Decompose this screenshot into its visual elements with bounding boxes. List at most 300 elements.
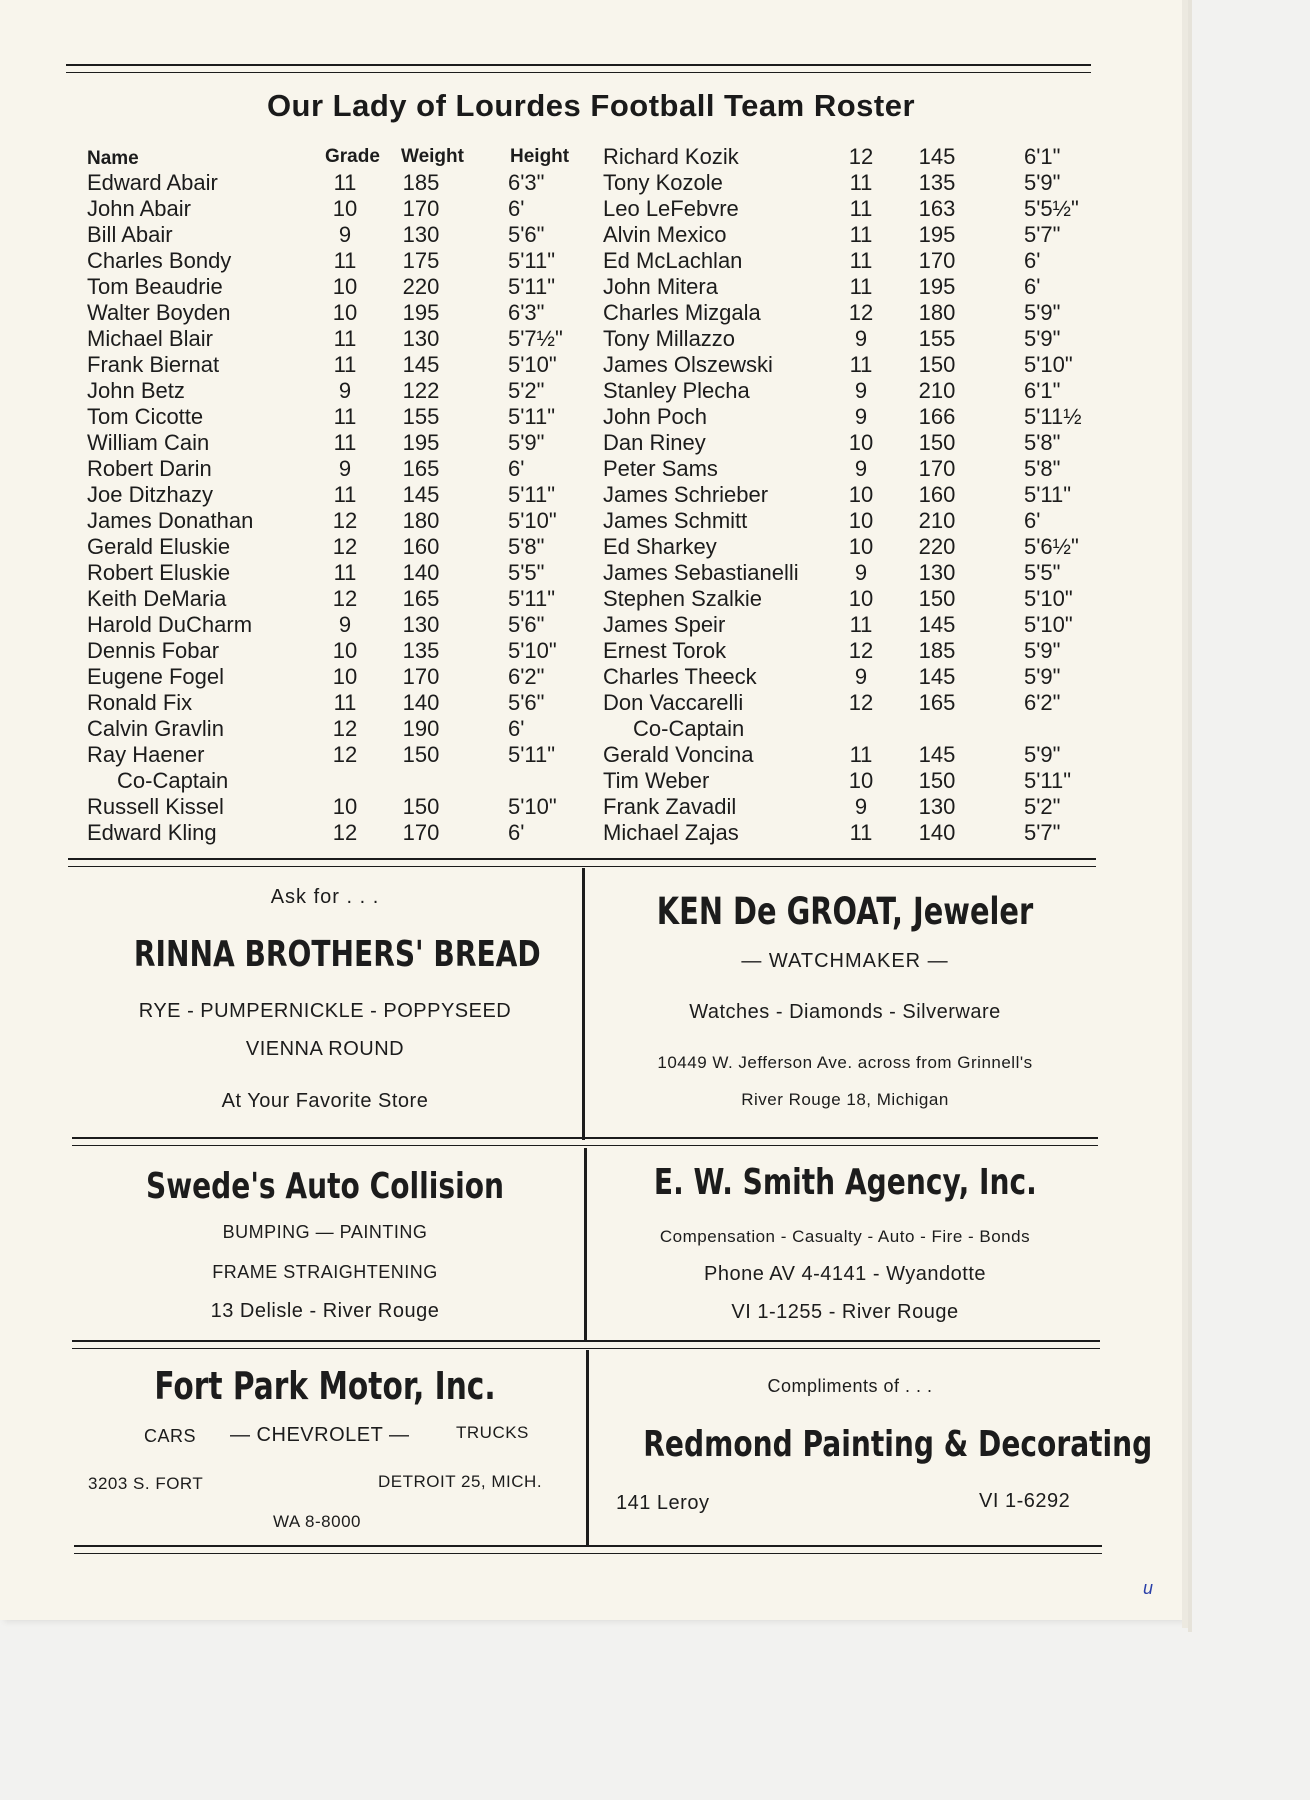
player-height: 6' (1024, 508, 1041, 533)
rinna-vienna: VIENNA ROUND (245, 1038, 405, 1060)
roster-row (603, 170, 1103, 196)
player-grade: 11 (849, 352, 873, 377)
player-grade: 12 (848, 144, 874, 169)
fortpark-cars: CARS (144, 1426, 197, 1446)
player-name: Ray Haener (87, 742, 205, 767)
player-weight: 210 (918, 508, 956, 533)
player-grade: 10 (848, 430, 874, 455)
player-grade: 11 (849, 742, 873, 767)
ad-divider-2 (584, 1148, 587, 1342)
roster-row (87, 248, 587, 274)
player-grade: 12 (332, 716, 358, 741)
swede-services: BUMPING — PAINTING (222, 1222, 428, 1242)
redmond-address: 141 Leroy (616, 1492, 710, 1514)
player-name: Keith DeMaria (87, 586, 227, 611)
fortpark-chevrolet: — CHEVROLET — (230, 1424, 410, 1446)
player-weight: 145 (918, 612, 956, 637)
player-grade: 12 (332, 534, 358, 559)
player-name: Dennis Fobar (87, 638, 220, 663)
player-weight: 180 (918, 300, 956, 325)
player-grade: 10 (848, 508, 874, 533)
player-name: Gerald Voncina (603, 742, 754, 767)
player-weight: 220 (918, 534, 956, 559)
player-weight: 150 (918, 768, 956, 793)
player-name: James Speir (603, 612, 726, 637)
roster-row (87, 378, 587, 404)
redmond-name: Redmond Painting & Decorating (643, 1424, 1153, 1465)
player-name: Tony Kozole (603, 170, 723, 195)
player-height: 5'10" (508, 638, 557, 663)
player-height: 6'3" (508, 300, 545, 325)
player-grade: 11 (849, 222, 873, 247)
player-name: Calvin Gravlin (87, 716, 224, 741)
player-weight: 150 (918, 586, 956, 611)
ad-rule-3 (74, 1545, 1102, 1554)
roster-row (603, 430, 1103, 456)
player-name: Ed Sharkey (603, 534, 717, 559)
roster-row (87, 638, 587, 664)
ad-divider-1 (582, 868, 585, 1140)
player-height: 6' (508, 820, 525, 845)
swede-address: 13 Delisle - River Rouge (210, 1300, 440, 1322)
header-name: Name (87, 148, 139, 169)
player-grade: 10 (332, 638, 358, 663)
roster-row (603, 274, 1103, 300)
player-name: James Schmitt (603, 508, 748, 533)
player-grade: 11 (333, 482, 357, 507)
top-rule (66, 64, 1091, 73)
roster-row (603, 326, 1103, 352)
player-grade: 9 (854, 664, 868, 689)
page-mark: u (1143, 1578, 1154, 1598)
roster-row (603, 716, 1103, 742)
roster-row (603, 742, 1103, 768)
player-name: John Poch (603, 404, 707, 429)
roster-row (603, 768, 1103, 794)
fortpark-city: DETROIT 25, MICH. (378, 1472, 543, 1491)
player-grade: 9 (338, 378, 352, 403)
roster-row (87, 300, 587, 326)
player-grade: 10 (332, 300, 358, 325)
roster-row (603, 612, 1103, 638)
roster-row (87, 534, 587, 560)
player-weight: 160 (918, 482, 956, 507)
player-height: 5'9" (1024, 170, 1061, 195)
player-grade: 10 (848, 482, 874, 507)
degroat-goods: Watches - Diamonds - Silverware (689, 1001, 1001, 1023)
player-grade: 11 (849, 274, 873, 299)
roster-row (603, 586, 1103, 612)
roster-row (603, 144, 1103, 170)
roster-right (603, 144, 1103, 846)
player-height: 5'11" (508, 248, 556, 273)
player-height: 5'10" (1024, 612, 1073, 637)
player-grade: 10 (332, 274, 358, 299)
player-grade: 10 (848, 768, 874, 793)
player-grade: 11 (849, 820, 873, 845)
roster-row (87, 794, 587, 820)
ad-degroat (600, 868, 1090, 1138)
smith-phone-wyandotte: Phone AV 4-4141 - Wyandotte (703, 1263, 986, 1285)
player-height: 6'2" (508, 664, 545, 689)
player-name: Tony Millazzo (603, 326, 736, 351)
player-grade: 9 (854, 456, 868, 481)
roster-row (87, 768, 587, 794)
player-name: Frank Biernat (87, 352, 220, 377)
player-height: 5'9" (1024, 638, 1061, 663)
player-weight: 165 (402, 456, 440, 481)
roster-title: Our Lady of Lourdes Football Team Roster (266, 88, 916, 123)
player-grade: 9 (854, 794, 868, 819)
player-name: John Mitera (603, 274, 718, 299)
roster-header (87, 144, 587, 170)
player-grade: 12 (332, 508, 358, 533)
roster-row (87, 170, 587, 196)
player-height: 5'10" (508, 508, 557, 533)
player-weight: 195 (918, 222, 956, 247)
player-grade: 11 (333, 170, 357, 195)
player-weight: 150 (918, 430, 956, 455)
player-height: 5'9" (1024, 300, 1061, 325)
player-name: Charles Theeck (603, 664, 757, 689)
player-grade: 9 (338, 612, 352, 637)
player-grade: 11 (333, 430, 357, 455)
player-name: Charles Mizgala (603, 300, 761, 325)
player-height: 5'6½" (1024, 534, 1079, 559)
player-name: Co-Captain (633, 716, 745, 741)
player-weight: 130 (402, 612, 440, 637)
swede-frame: FRAME STRAIGHTENING (212, 1262, 438, 1282)
player-name: Edward Abair (87, 170, 218, 195)
player-height: 5'8" (508, 534, 545, 559)
player-weight: 145 (918, 742, 956, 767)
player-height: 5'5" (508, 560, 545, 585)
player-weight: 185 (402, 170, 440, 195)
player-name: Tom Cicotte (87, 404, 204, 429)
player-name: Russell Kissel (87, 794, 224, 819)
player-weight: 130 (402, 222, 440, 247)
player-weight: 145 (918, 664, 956, 689)
player-weight: 130 (402, 326, 440, 351)
player-weight: 175 (402, 248, 440, 273)
player-weight: 195 (402, 430, 440, 455)
roster-row (87, 326, 587, 352)
player-grade: 11 (333, 326, 357, 351)
player-height: 6' (1024, 274, 1041, 299)
player-grade: 11 (333, 248, 357, 273)
player-weight: 170 (402, 664, 440, 689)
player-name: Robert Darin (87, 456, 212, 481)
degroat-name: KEN De GROAT, Jeweler (656, 890, 1034, 933)
ad-fortpark (80, 1352, 580, 1542)
player-height: 6' (508, 716, 525, 741)
roster-row (603, 300, 1103, 326)
player-name: Richard Kozik (603, 144, 739, 169)
roster-row (87, 612, 587, 638)
player-height: 5'10" (1024, 352, 1073, 377)
player-grade: 11 (333, 690, 357, 715)
player-weight: 122 (402, 378, 440, 403)
player-height: 6' (508, 456, 525, 481)
player-height: 5'5½" (1024, 196, 1079, 221)
roster-row (603, 456, 1103, 482)
player-height: 6' (508, 196, 525, 221)
roster-row (87, 196, 587, 222)
roster-row (87, 482, 587, 508)
roster-row (87, 820, 587, 846)
player-height: 5'10" (508, 352, 557, 377)
player-height: 5'11" (1024, 768, 1072, 793)
fortpark-address: 3203 S. FORT (88, 1474, 204, 1493)
player-name: James Sebastianelli (603, 560, 799, 585)
player-grade: 11 (849, 248, 873, 273)
player-grade: 9 (338, 456, 352, 481)
player-grade: 11 (849, 612, 873, 637)
rinna-ask: Ask for . . . (270, 886, 380, 908)
player-name: James Schrieber (603, 482, 769, 507)
player-name: Stanley Plecha (603, 378, 750, 403)
player-weight: 155 (918, 326, 956, 351)
player-name: Don Vaccarelli (603, 690, 744, 715)
ad-divider-3 (586, 1350, 589, 1545)
roster-row (87, 352, 587, 378)
player-grade: 12 (332, 820, 358, 845)
ad-rule-1 (72, 1137, 1098, 1146)
player-grade: 10 (332, 196, 358, 221)
smith-phone-rouge: VI 1-1255 - River Rouge (731, 1301, 959, 1323)
player-name: Tim Weber (603, 768, 710, 793)
roster-row (603, 638, 1103, 664)
player-weight: 145 (402, 352, 440, 377)
rinna-name: RINNA BROTHERS' BREAD (133, 934, 541, 975)
redmond-phone: VI 1-6292 (979, 1490, 1071, 1512)
player-name: Tom Beaudrie (87, 274, 223, 299)
player-weight: 145 (918, 144, 956, 169)
roster-row (603, 690, 1103, 716)
player-weight: 166 (918, 404, 956, 429)
player-height: 5'11" (1024, 482, 1072, 507)
player-name: Alvin Mexico (603, 222, 727, 247)
degroat-city: River Rouge 18, Michigan (741, 1090, 949, 1109)
roster-row (603, 404, 1103, 430)
player-grade: 9 (854, 560, 868, 585)
player-height: 6'1" (1024, 144, 1061, 169)
player-name: Ed McLachlan (603, 248, 743, 273)
player-weight: 170 (918, 248, 956, 273)
player-weight: 170 (918, 456, 956, 481)
player-height: 5'7" (1024, 222, 1061, 247)
roster-row (603, 508, 1103, 534)
player-name: Peter Sams (603, 456, 718, 481)
player-name: Gerald Eluskie (87, 534, 231, 559)
player-weight: 170 (402, 820, 440, 845)
player-height: 5'7½" (508, 326, 563, 351)
player-grade: 10 (848, 586, 874, 611)
player-weight: 140 (918, 820, 956, 845)
player-height: 5'11" (508, 482, 556, 507)
player-height: 5'2" (508, 378, 545, 403)
player-weight: 135 (918, 170, 956, 195)
player-weight: 160 (402, 534, 440, 559)
player-height: 6'1" (1024, 378, 1061, 403)
player-weight: 140 (402, 690, 440, 715)
degroat-address: 10449 W. Jefferson Ave. across from Grinnell's (657, 1053, 1033, 1072)
player-grade: 11 (333, 560, 357, 585)
rinna-products: RYE - PUMPERNICKLE - POPPYSEED (138, 1000, 512, 1022)
player-name: William Cain (87, 430, 210, 455)
ad-redmond (605, 1352, 1153, 1542)
roster-row (603, 222, 1103, 248)
header-grade: Grade (325, 146, 380, 167)
page-edge-2 (1188, 0, 1192, 1632)
player-height: 5'11" (508, 586, 556, 611)
player-name: Michael Blair (87, 326, 213, 351)
player-height: 5'10" (1024, 586, 1073, 611)
ad-smith (600, 1148, 1090, 1338)
ad-rule-2 (72, 1340, 1100, 1349)
player-height: 5'8" (1024, 430, 1061, 455)
redmond-compliments: Compliments of . . . (767, 1376, 933, 1396)
roster-row (87, 430, 587, 456)
player-height: 5'6" (508, 222, 545, 247)
player-name: Ronald Fix (87, 690, 193, 715)
player-grade: 9 (854, 404, 868, 429)
player-grade: 12 (848, 638, 874, 663)
player-weight: 170 (402, 196, 440, 221)
roster-row (87, 690, 587, 716)
player-name: Michael Zajas (603, 820, 739, 845)
ad-rinna (80, 868, 570, 1138)
roster-row (87, 404, 587, 430)
player-weight: 150 (918, 352, 956, 377)
roster-row (87, 456, 587, 482)
smith-lines: Compensation - Casualty - Auto - Fire - Bonds (659, 1227, 1031, 1246)
player-height: 6'2" (1024, 690, 1061, 715)
player-grade: 11 (333, 352, 357, 377)
player-height: 5'9" (1024, 742, 1061, 767)
player-height: 5'6" (508, 612, 545, 637)
roster-row (87, 742, 587, 768)
player-weight: 165 (918, 690, 956, 715)
player-name: Edward Kling (87, 820, 217, 845)
player-weight: 180 (402, 508, 440, 533)
player-grade: 11 (849, 170, 873, 195)
player-name: Co-Captain (117, 768, 229, 793)
player-height: 5'9" (1024, 664, 1061, 689)
player-weight: 150 (402, 742, 440, 767)
player-height: 6' (1024, 248, 1041, 273)
player-grade: 9 (854, 326, 868, 351)
player-name: Leo LeFebvre (603, 196, 739, 221)
roster-row (87, 716, 587, 742)
player-weight: 140 (402, 560, 440, 585)
roster-bottom-rule (68, 858, 1096, 867)
player-weight: 195 (402, 300, 440, 325)
ad-swede (80, 1148, 570, 1338)
player-weight: 163 (918, 196, 956, 221)
player-grade: 11 (849, 196, 873, 221)
player-weight: 190 (402, 716, 440, 741)
player-height: 5'6" (508, 690, 545, 715)
player-name: Ernest Torok (603, 638, 727, 663)
player-name: Robert Eluskie (87, 560, 231, 585)
player-weight: 195 (918, 274, 956, 299)
player-name: Harold DuCharm (87, 612, 253, 637)
player-height: 5'10" (508, 794, 557, 819)
player-height: 5'2" (1024, 794, 1061, 819)
roster-row (603, 378, 1103, 404)
player-height: 5'5" (1024, 560, 1061, 585)
player-weight: 155 (402, 404, 440, 429)
roster-row (603, 352, 1103, 378)
player-grade: 11 (333, 404, 357, 429)
header-weight: Weight (401, 146, 464, 167)
player-height: 6'3" (508, 170, 545, 195)
player-name: Eugene Fogel (87, 664, 224, 689)
player-height: 5'11½ (1024, 404, 1082, 429)
player-name: Dan Riney (603, 430, 706, 455)
player-weight: 150 (402, 794, 440, 819)
player-name: James Olszewski (603, 352, 773, 377)
roster-row (603, 248, 1103, 274)
roster-row (603, 482, 1103, 508)
roster-row (87, 560, 587, 586)
player-grade: 10 (848, 534, 874, 559)
player-grade: 9 (854, 378, 868, 403)
player-weight: 145 (402, 482, 440, 507)
player-name: John Betz (87, 378, 185, 403)
player-weight: 165 (402, 586, 440, 611)
rinna-store: At Your Favorite Store (221, 1090, 429, 1112)
player-grade: 12 (848, 300, 874, 325)
player-name: Frank Zavadil (603, 794, 737, 819)
roster-left (87, 144, 587, 846)
roster-row (603, 664, 1103, 690)
roster-row (87, 586, 587, 612)
roster-row (603, 820, 1103, 846)
header-height: Height (510, 146, 570, 167)
player-grade: 9 (338, 222, 352, 247)
player-weight: 210 (918, 378, 956, 403)
player-grade: 12 (848, 690, 874, 715)
roster-row (603, 794, 1103, 820)
player-height: 5'9" (508, 430, 545, 455)
roster-row (87, 274, 587, 300)
player-height: 5'11" (508, 404, 556, 429)
roster-row (87, 508, 587, 534)
roster-row (87, 664, 587, 690)
player-name: Stephen Szalkie (603, 586, 762, 611)
fortpark-trucks: TRUCKS (456, 1423, 529, 1442)
fortpark-name: Fort Park Motor, Inc. (154, 1364, 496, 1408)
player-height: 5'11" (508, 742, 556, 767)
player-name: Joe Ditzhazy (87, 482, 213, 507)
player-weight: 130 (918, 794, 956, 819)
player-name: John Abair (87, 196, 191, 221)
swede-name: Swede's Auto Collision (145, 1166, 505, 1207)
player-name: Walter Boyden (87, 300, 231, 325)
roster-row (87, 222, 587, 248)
fortpark-phone: WA 8-8000 (273, 1512, 361, 1531)
player-grade: 10 (332, 794, 358, 819)
roster-row (603, 534, 1103, 560)
player-height: 5'8" (1024, 456, 1061, 481)
player-grade: 10 (332, 664, 358, 689)
player-height: 5'7" (1024, 820, 1061, 845)
player-name: James Donathan (87, 508, 254, 533)
roster-row (603, 560, 1103, 586)
smith-name: E. W. Smith Agency, Inc. (653, 1162, 1037, 1203)
